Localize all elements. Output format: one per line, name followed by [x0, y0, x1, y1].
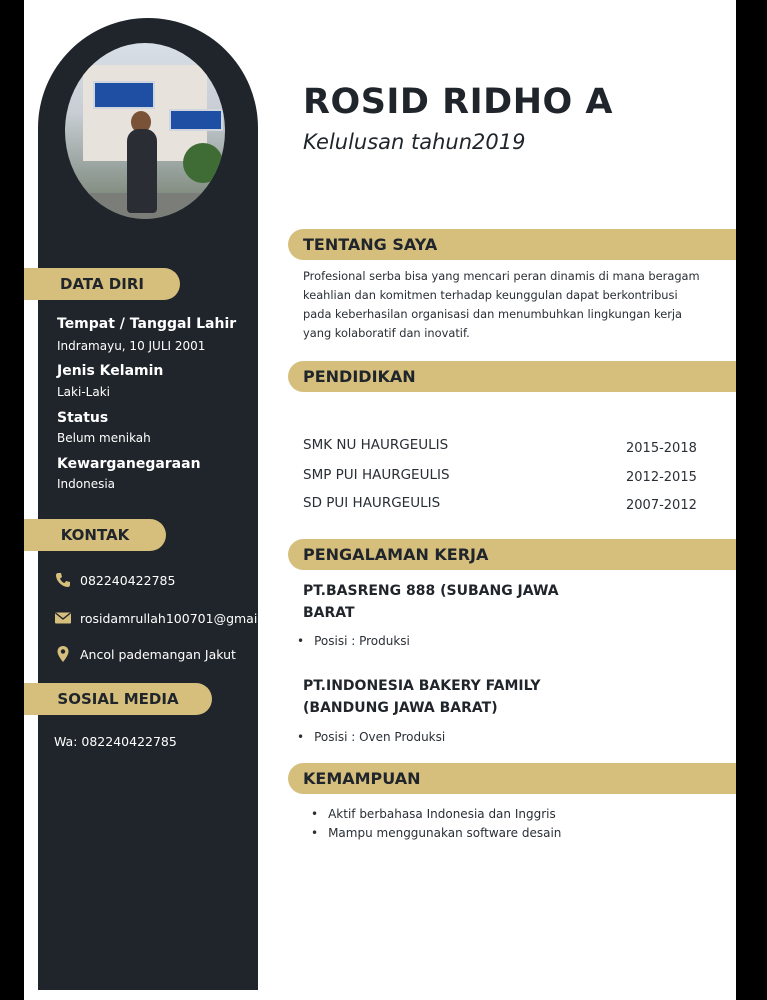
mail-icon — [54, 609, 72, 627]
profile-photo — [65, 43, 225, 219]
education-school: SD PUI HAURGEULIS — [303, 495, 441, 511]
section-title-data-diri: DATA DIRI — [24, 268, 180, 300]
field-label-citizenship: Kewarganegaraan — [57, 456, 201, 472]
education-school: SMK NU HAURGEULIS — [303, 437, 449, 453]
skill-item: • Mampu menggunakan software desain — [311, 826, 561, 840]
job-company: PT.BASRENG 888 (SUBANG JAWA BARAT — [303, 583, 559, 621]
phone-icon — [54, 571, 72, 589]
contact-email[interactable] — [54, 609, 272, 627]
education-school: SMP PUI HAURGEULIS — [303, 467, 450, 483]
section-title-tentang-saya: TENTANG SAYA — [288, 229, 736, 260]
skill-item: • Aktif berbahasa Indonesia dan Inggris — [311, 807, 556, 821]
section-title-pengalaman-kerja: PENGALAMAN KERJA — [288, 539, 736, 570]
field-value-gender: Laki-Laki — [57, 385, 110, 399]
field-value-citizenship: Indonesia — [57, 477, 116, 491]
section-title-sosial-media: SOSIAL MEDIA — [24, 683, 212, 715]
field-label-status: Status — [57, 410, 109, 426]
education-years: 2015-2018 — [626, 441, 697, 456]
full-name: ROSID RIDHO A — [303, 82, 614, 122]
location-pin-icon — [54, 645, 72, 663]
contact-email-text: rosidamrullah100701@gmail.c — [80, 610, 272, 626]
field-label-birth: Tempat / Tanggal Lahir — [57, 316, 237, 332]
contact-phone[interactable] — [54, 571, 175, 589]
contact-address-text: Ancol pademangan Jakut — [80, 646, 236, 662]
sosial-whatsapp: Wa: 082240422785 — [54, 734, 177, 749]
field-label-gender: Jenis Kelamin — [57, 363, 164, 379]
graduation-subtitle: Kelulusan tahun2019 — [303, 130, 526, 154]
field-value-birth: Indramayu, 10 JULI 2001 — [57, 339, 206, 353]
field-value-status: Belum menikah — [57, 431, 151, 445]
section-title-kemampuan: KEMAMPUAN — [288, 763, 736, 794]
education-years: 2007-2012 — [626, 498, 697, 513]
contact-address[interactable] — [54, 645, 236, 663]
education-years: 2012-2015 — [626, 470, 697, 485]
job-company: PT.INDONESIA BAKERY FAMILY (BANDUNG JAWA BARAT) — [303, 678, 541, 716]
about-paragraph: Profesional serba bisa yang mencari peran dinamis di mana beragam keahlian dan komitmen terhadap keunggulan dapat berkontribusi pada keberhasilan organisasi dan menumbuhkan lingkungan kerja yang kolaboratif dan inovatif. — [303, 269, 700, 340]
section-title-kontak: KONTAK — [24, 519, 166, 551]
contact-phone-text: 082240422785 — [80, 572, 176, 588]
section-title-pendidikan: PENDIDIKAN — [288, 361, 736, 392]
resume-page — [24, 0, 736, 1000]
job-position: • Posisi : Oven Produksi — [297, 730, 445, 744]
job-position: • Posisi : Produksi — [297, 634, 410, 648]
